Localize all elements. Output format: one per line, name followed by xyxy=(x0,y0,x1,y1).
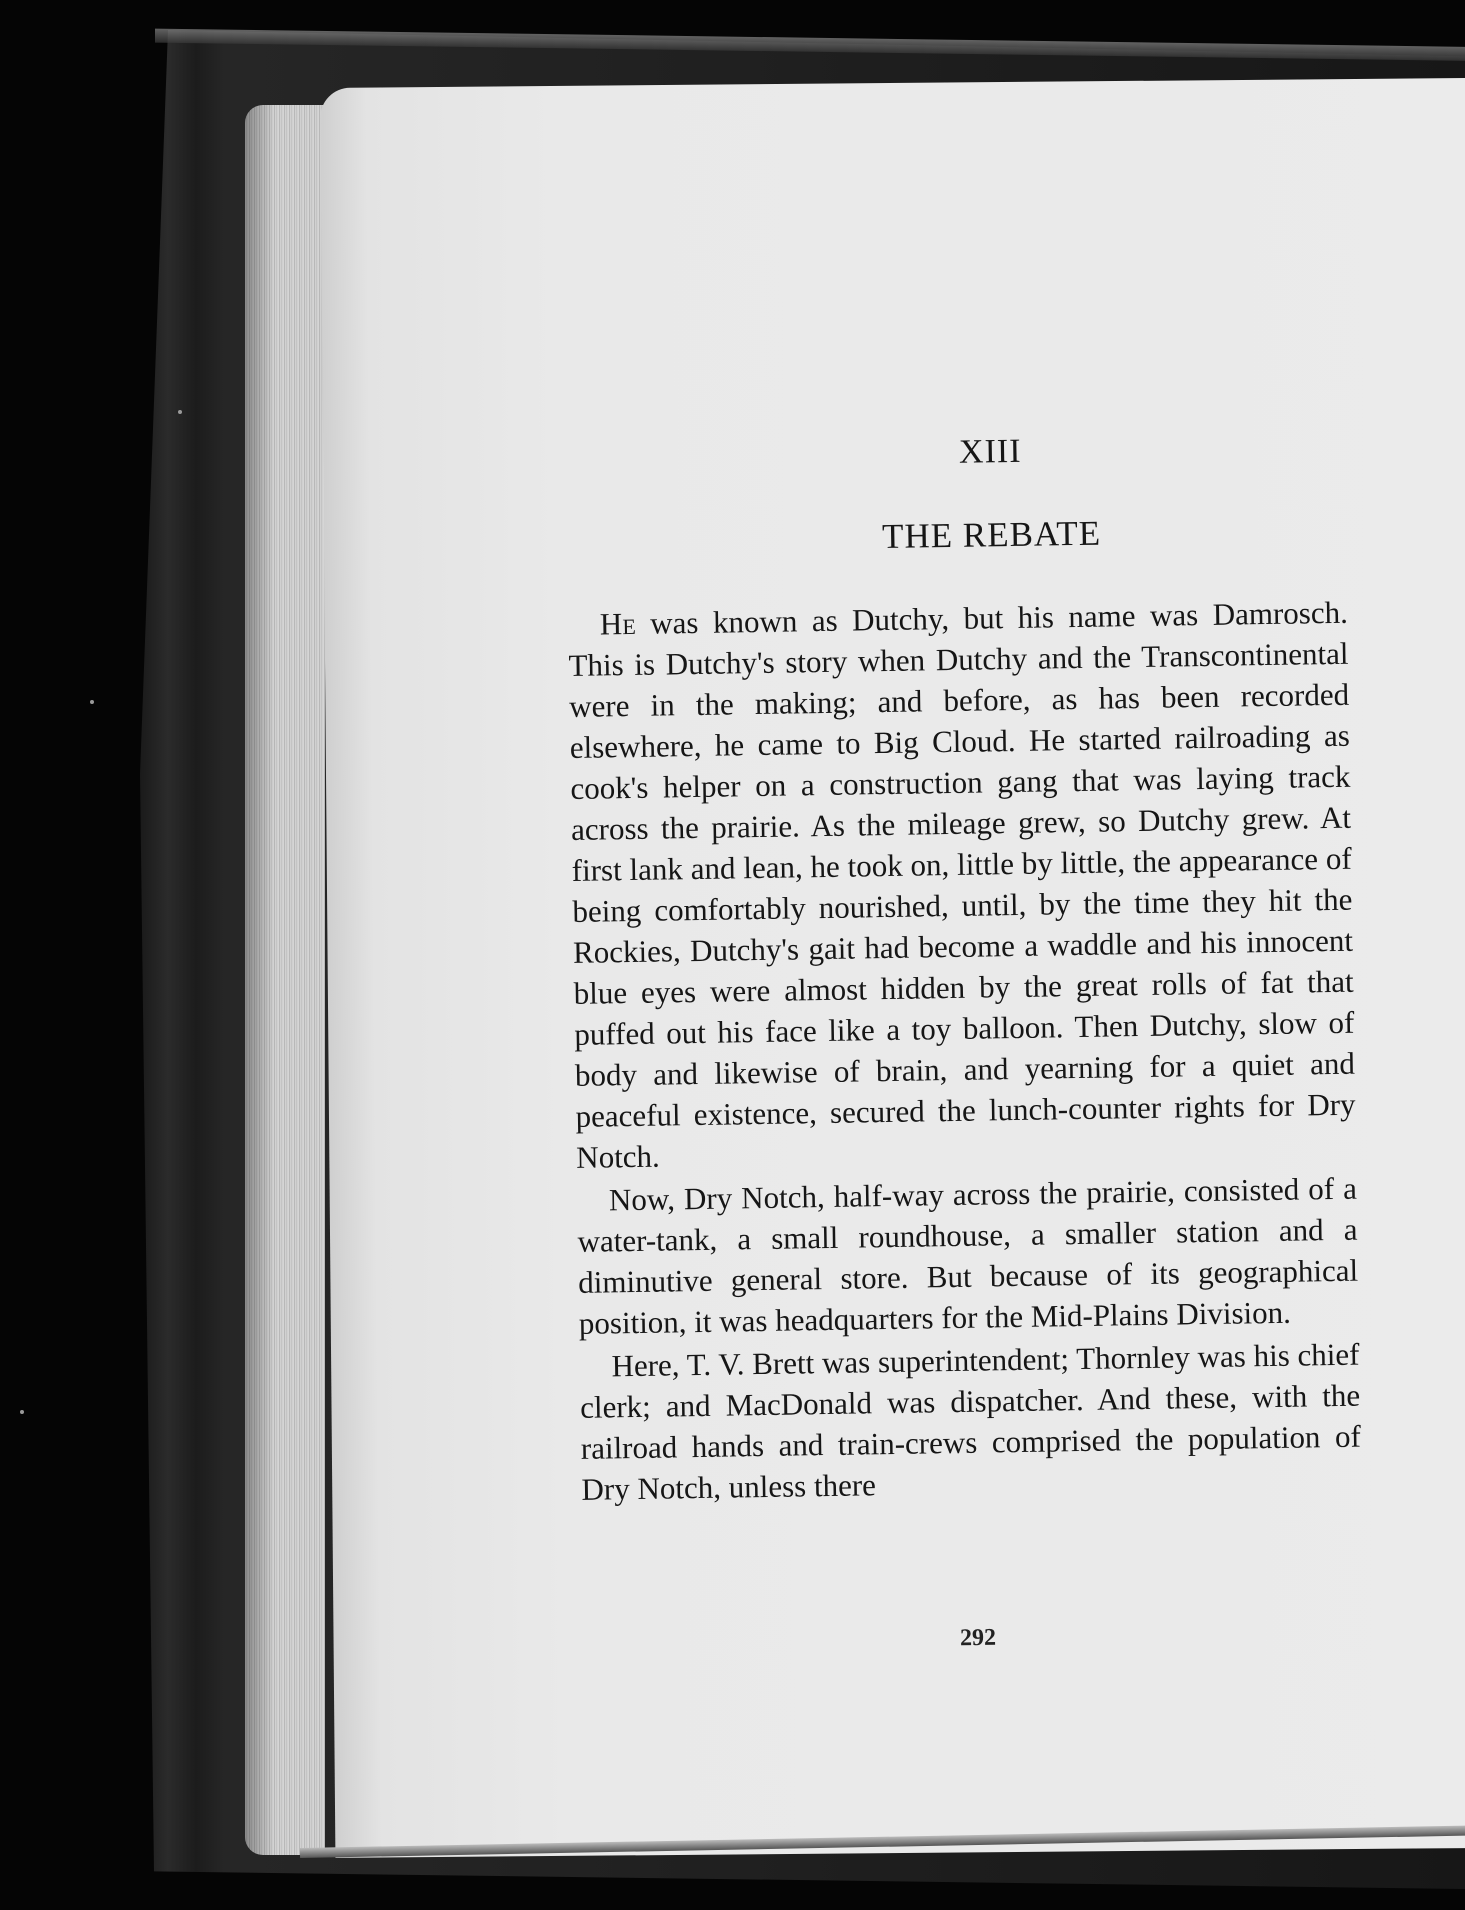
dust-speck xyxy=(178,410,182,414)
paragraph-text: was known as Dutchy, but his name was Damrosch. This is Dutchy's story when Dutchy and the Transcontinental were in the making; and before, as has been recorded elsewhere, he came to Big Cloud. He started railroading as cook's helper on a construction gang that was laying track across the prairie. As the mileage grew, so Dutchy grew. At first lank and lean, he took on, little by little, the appearance of being comfortably nourished, until, by the time they hit the Rockies, Dutchy's gait had become a waddle and his innocent blue eyes were almost hidden by the great rolls of fat that puffed out his face like a toy balloon. Then Dutchy, slow of body and likewise of brain, and yearning for a quiet and peaceful existence, secured the lunch-counter rights for Dry Notch. xyxy=(568,594,1356,1175)
chapter-title: THE REBATE xyxy=(881,513,1102,557)
chapter-number: XIII xyxy=(958,432,1022,471)
dust-speck xyxy=(20,1410,24,1414)
page-number: 292 xyxy=(959,1624,997,1652)
paragraph xyxy=(568,592,1357,1178)
paragraph xyxy=(577,1168,1359,1344)
paragraph-indent xyxy=(577,1210,609,1211)
dust-speck xyxy=(90,700,94,704)
paragraph-indent xyxy=(580,1376,612,1377)
paragraph xyxy=(579,1334,1361,1510)
page-text xyxy=(565,428,1362,1510)
paragraph-lead-word: He xyxy=(599,605,636,642)
paragraph-text: Here, T. V. Brett was superintendent; Thornley was his chief clerk; and MacDonald was dispatcher. And these, with the railroad hands and train-crews comprised the population of Dry Notch, unless there xyxy=(579,1336,1362,1507)
paragraph-text: Now, Dry Notch, half-way across the prairie, consisted of a water-tank, a small roundhouse, a smaller station and a diminutive general store. But because of its geographical position, it was headquarters for the Mid-Plains Division. xyxy=(577,1170,1359,1341)
paragraph-indent xyxy=(568,634,600,635)
page-edges-shadow xyxy=(245,105,275,1855)
